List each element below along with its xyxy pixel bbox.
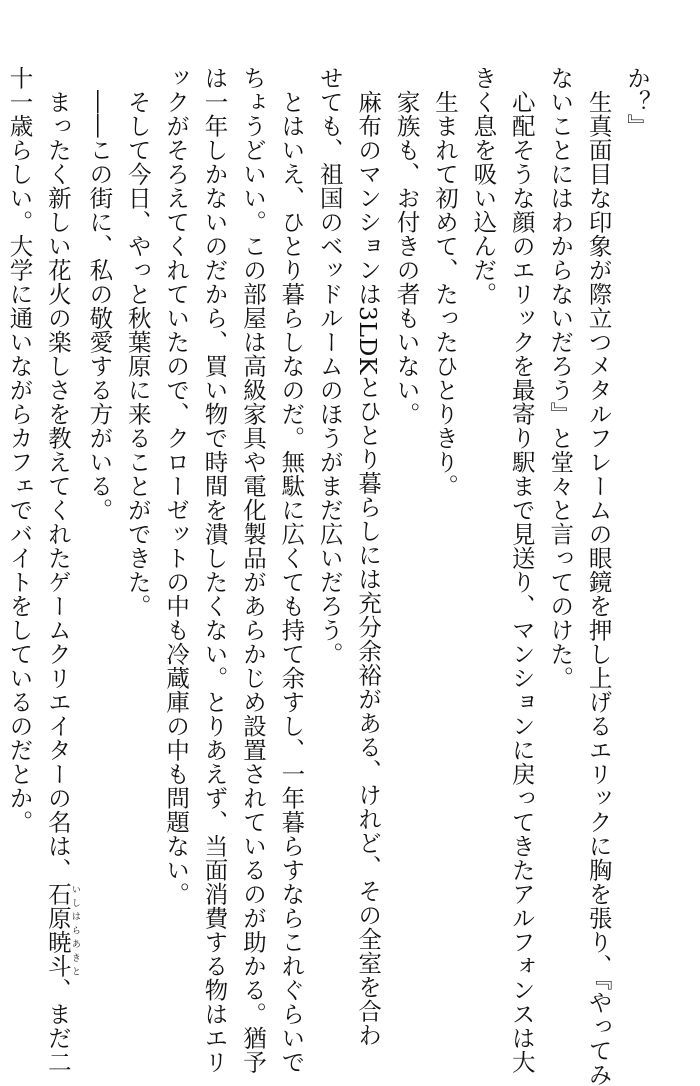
text-line: ちょうどいい。この部屋は高級家具や電化製品があらかじめ設置されているのが助かる。猶予 <box>238 66 267 1074</box>
name-ruby <box>43 882 80 978</box>
text-line: 家族も、お付きの者もいない。 <box>392 66 421 426</box>
text-line: とはいえ、ひとり暮らしなのだ。無駄に広くても持て余すし、一年暮らすならこれぐらいで <box>277 66 306 1074</box>
text-line: 生真面目な印象が際立つメタルフレームの眼鏡を押し上げるエリックに胸を張り、『やってみ <box>584 66 613 1086</box>
text-line: ないことにはわからないだろう』と堂々と言ってのけた。 <box>546 66 575 690</box>
text-line-with-ruby <box>39 66 80 1074</box>
text-line: 麻布のマンションは3LDKとひとり暮らしには充分余裕がある、けれど、その全室を合わ <box>354 66 383 1047</box>
text-line: きく息を吸い込んだ。 <box>469 66 498 306</box>
text-line: は一年しかないのだから、買い物で時間を潰したくない。とりあえず、当面消費する物はエリ <box>200 66 229 1074</box>
text-line: 生まれて初めて、たったひとりきり。 <box>430 66 459 498</box>
text-line: 心配そうな顔のエリックを最寄り駅まで見送り、マンションに戻ってきたアルフォンスは大 <box>507 66 536 1074</box>
text-line: か？』 <box>623 66 651 138</box>
text-line: 十一歳らしい。大学に通いながらカフェでバイトをしているのだとか。 <box>5 66 34 834</box>
text-line: ックがそろえてくれていたので、クローゼットの中も冷蔵庫の中も問題ない。 <box>162 66 191 906</box>
text-segment: まったく新しい花火の楽しさを教えてくれたゲームクリエイターの名は、 <box>43 66 72 882</box>
text-line: そして今日、やっと秋葉原に来ることができた。 <box>123 66 152 618</box>
text-line: せても、祖国のベッドルームのほうがまだ広いだろう。 <box>315 66 344 666</box>
text-line: ――この街に、私の敬愛する方がいる。 <box>85 66 114 522</box>
text-segment: 、まだ二 <box>43 978 72 1074</box>
vertical-text-body <box>0 66 656 1086</box>
ruby-base: 石原暁斗 <box>43 882 72 978</box>
ruby-reading: いしはらあきと <box>69 882 80 978</box>
